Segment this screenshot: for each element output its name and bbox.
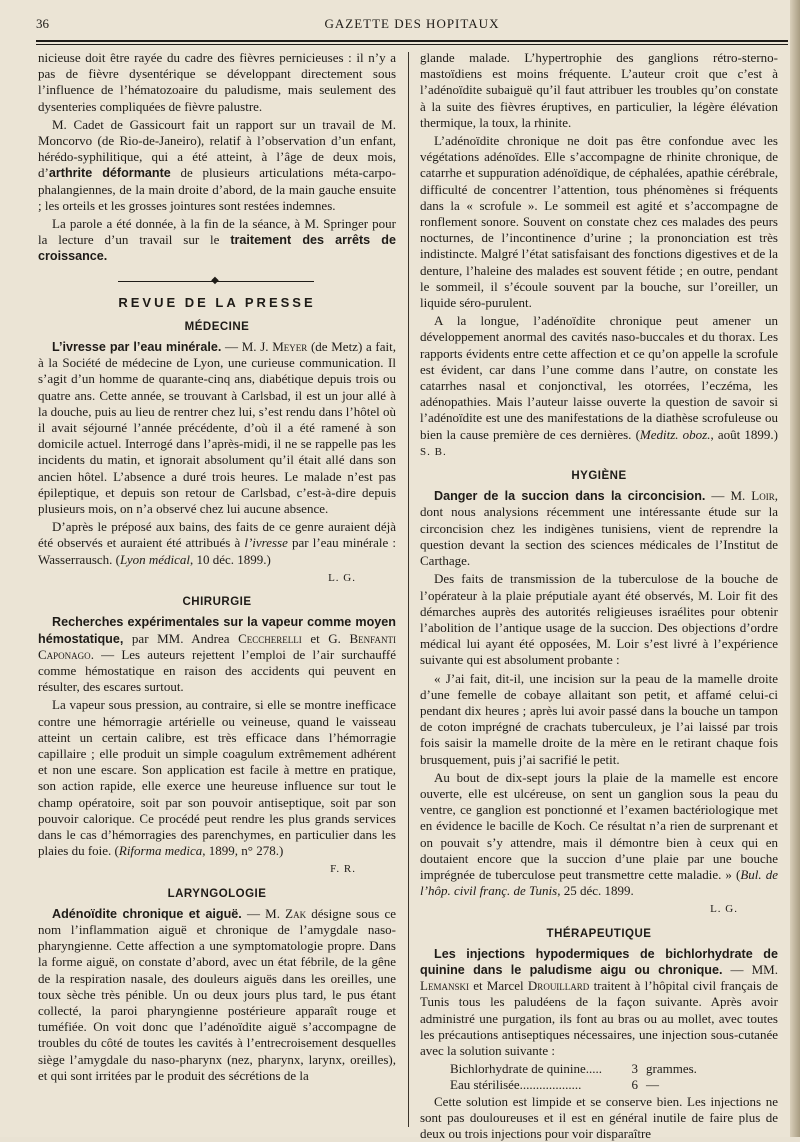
right-column bbox=[420, 50, 778, 1141]
paragraph: A la longue, l’adénoïdite chronique peut amener un développement anormal des cavités naso-buccales et du thorax. Les rapports évidents entre cette affection et ce qu’on appelle la scrofule est évident, car dans l’une comme dans l’autre, on constate les catarrhes nasal et conjonctival, les otorrées, l’eczéma, les adénopathies. Mais l’auteur laisse ouverte la question de savoir si l’adénoïdite est une des manifestations de la diathèse scrofuleuse ou bien la cause première de ces dernières. (Meditz. oboz., août 1899.) S. B. bbox=[420, 313, 778, 458]
left-column bbox=[38, 50, 396, 1130]
signature: L. G. bbox=[710, 903, 738, 916]
section-heading-medecine: MÉDECINE bbox=[184, 320, 250, 333]
section-heading-therapeutique: THÉRAPEUTIQUE bbox=[546, 927, 652, 940]
paragraph: L’adénoïdite chronique ne doit pas être confondue avec les végétations adénoïdes. Elle s’accompagne de rhinite chronique, de catarrhe et suppuration adénoïdique, de céphalées, apathie cérébrale, difficulté de concentrer l’attention, tous phénomènes si fréquents dans la « scrofule ». Le sommeil est agité et s’accompagne de ronflement sonore. Souvent on constate chez ces malades des peurs nocturnes, de l’incontinence d’urine ; la prononciation est très indistincte. Malgré l’état satisfaisant des fonctions digestives et de la denture, l’haleine des malades est souvent fétide ; en outre, pendant le sommeil, il s’écoule souvent par la bouche, sur l’oreiller, un liquide séro-purulent. bbox=[420, 133, 778, 311]
paragraph: La parole a été donnée, à la fin de la séance, à M. Springer pour la lecture d’un travail sur le traitement des arrêts de croissance. bbox=[38, 216, 396, 264]
paragraph: Des faits de transmission de la tuberculose de la bouche de l’opérateur à la plaie préputiale ayant été observés, M. Loir fit des démarches auprès des autorités religieuses israélites pour obtenir l’abolition de l’antique usage de la succion. Des objections d’ordre médical lui ayant été opposées, M. Loir s’est livré à l’expérience suivante qui est absolument probante : bbox=[420, 571, 778, 668]
prescription-formula bbox=[420, 1061, 778, 1093]
article-chirurgie: Recherches expérimentales sur la vapeur comme moyen hémostatique, par MM. Andrea Ceccherelli et G. Benfanti Caponago. — Les auteurs rejettent l’emploi de l’air surchauffé comme hémostatique en raison des accidents qui peuvent en résulter, des escares surtout. bbox=[38, 615, 396, 695]
signature: F. R. bbox=[330, 863, 356, 876]
paragraph: D’après le préposé aux bains, des faits de ce genre auraient déjà été observés et auraient été attribués à l’ivresse par l’eau minérale : Wasserrausch. (Lyon médical, 10 déc. 1899.) bbox=[38, 519, 396, 567]
formula-row: Bichlorhydrate de quinine..... 3 grammes. bbox=[450, 1061, 697, 1077]
column-divider bbox=[408, 52, 409, 1127]
section-separator bbox=[38, 271, 396, 293]
diamond-ornament-icon: ◆ bbox=[211, 274, 219, 286]
paragraph: nicieuse doit être rayée du cadre des fièvres pernicieuses : il n’y a pas de fièvre dysentérique se développant directement sous l’influence de l’hématozoaire du paludisme, mais seulement des dysenteries compliquées de fièvre palustre. bbox=[38, 50, 396, 114]
paragraph: Cette solution est limpide et se conserve bien. Les injections ne sont pas douloureuses et il est en général inutile de faire plus de deux ou trois injections pour voir disparaître bbox=[420, 1093, 778, 1141]
header-rule bbox=[36, 40, 788, 45]
paragraph: glande malade. L’hypertrophie des ganglions rétro-sterno-mastoïdiens est moins fréquente. L’auteur croit que c’est à l’adénoïdite subaiguë qu’il faut attribuer les troubles qu’on constate à la suite des fièvres éruptives, en particulier, la légère élévation thermique, la toux, la rhinite. bbox=[420, 50, 778, 130]
section-heading-hygiene: HYGIÈNE bbox=[571, 470, 627, 483]
running-head bbox=[36, 14, 788, 34]
paragraph: « J’ai fait, dit-il, une incision sur la peau de la mamelle droite d’une femelle de cobaye allaitant son petit, et affamé celui-ci pendant dix heures ; après lui avoir passé dans la bouche un tampon de coton imprégné de crachats tuberculeux, je l’ai laissé par trois fois saisir la mamelle droite de la mère en le retirant chaque fois brusquement, puis j’ai sacrifié le petit. bbox=[420, 670, 778, 767]
journal-title: GAZETTE DES HOPITAUX bbox=[324, 16, 500, 31]
page-edge bbox=[790, 0, 800, 1137]
paragraph: Au bout de dix-sept jours la plaie de la mamelle est encore ouverte, elle est ulcéreuse, on sent un ganglion sous la peau du ventre, ce ganglion est ponctionné et l’examen bactériologique met en évidence le bacille de Koch. Ce résultat n’a rien de surprenant et on pouvait s’y attendre, mais il démontre bien à ceux qui en doutaient encore que la succion d’une plaie par une bouche imprégnée de tuberculose peut transmettre cette maladie. » (Bul. de l’hôp. civil franç. de Tunis, 25 déc. 1899. bbox=[420, 769, 778, 899]
article-therapeutique: Les injections hypodermiques de bichlorhydrate de quinine dans le paludisme aigu ou chronique. — MM. Lemanski et Marcel Drouillard traitent à l’hôpital civil français de Tunis tous les paludéens de la façon suivante. Après avoir administré une purgation, ils font au bras ou au mollet, avec toutes les précautions antiseptiques nécessaires, une injection sous-cutanée avec la solution suivante : bbox=[420, 946, 778, 1058]
paragraph: La vapeur sous pression, au contraire, si elle se montre inefficace contre une hémorragie artérielle ou veineuse, quand le vaisseau atteint un certain calibre, est très efficace dans l’hémorragie capillaire ; elle produit un simple coagulum extrêmement adhérent et non une escare. Son application est facile à mettre en pratique, son action rapide, elle exerce une heureuse influence sur tout le champ opératoire, soit par son pouvoir antiseptique, soit par son pouvoir calorique. Ce procédé peut rendre les plus grands services dans le cas d’hémorragies des parenchymes, en particulier dans les plaies du foie. (Riforma medica, 1899, n° 278.) bbox=[38, 697, 396, 859]
section-heading-laryngologie: LARYNGOLOGIE bbox=[167, 887, 267, 900]
formula-row: Eau stérilisée................... 6 — bbox=[450, 1077, 659, 1093]
page-number: 36 bbox=[36, 16, 49, 31]
paragraph: M. Cadet de Gassicourt fait un rapport sur un travail de M. Moncorvo (de Rio-de-Janeiro), relatif à l’observation d’un enfant, hérédo-syphilitique, qui a été atteint, à l’âge de deux mois, d’arthrite déformante de plusieurs articulations méta-carpo-phalangiennes, de la main droite d’abord, de la main gauche ensuite ; les orteils et les grosses jointures sont restées indemnes. bbox=[38, 116, 396, 213]
section-heading-chirurgie: CHIRURGIE bbox=[182, 596, 252, 609]
signature: L. G. bbox=[328, 571, 356, 584]
article-laryngologie: Adénoïdite chronique et aiguë. — M. Zak désigne sous ce nom l’inflammation aiguë et chronique de l’amygdale naso-pharyngienne. Cette affection a une symptomatologie propre. Dans la forme aiguë, on constate d’abord, avec un état fébrile, de la gêne de la respiration nasale, des douleurs aiguës dans les oreilles, une toux sèche très pénible. Un ou deux jours plus tard, le pus étant collecté, la paroi pharyngienne postérieure apparaît rouge et tuméfiée. On voit donc que l’adénoïdite aiguë s’accompagne de troubles du côté de toutes les cavités à l’entrecroisement desquelles siège l’amygdale du naso-pharynx (nez, pharynx, larynx, oreilles), et qui sont irritées par le produit des sécrétions de la bbox=[38, 905, 397, 1083]
article-medecine: L’ivresse par l’eau minérale. — M. J. Meyer (de Metz) a fait, à la Société de médecine de Lyon, une curieuse communication. Il s’agit d’un homme de quarante-cinq ans, diabétique depuis trois ou quatre ans. Cette année, se trouvant à Carlsbad, il est un jour allé à la douche, puis au lieu de rentrer chez lui, s’est rendu dans l’hôtel où il avait séjourné l’année précédente, d’où il a été ramené à son domicile actuel. Interrogé dans l’après-midi, il ne se rappelle pas les incidents du matin, et ignorait absolument qu’il était allé dans son ancien hôtel. L’absence a duré trois heures. Le malade n’est pas épileptique, et depuis son retour de Carlsbad, c’est-à-dire depuis plusieurs mois, on n’a observé chez lui aucune absence. bbox=[38, 339, 396, 517]
revue-title: REVUE DE LA PRESSE bbox=[118, 294, 316, 310]
article-hygiene: Danger de la succion dans la circoncision. — M. Loir, dont nous analysions récemment une intéressante étude sur la circoncision chez les indigènes tunisiens, vient de reprendre la question devant la section des sciences médicales de l’Institut de Carthage. bbox=[420, 488, 778, 569]
